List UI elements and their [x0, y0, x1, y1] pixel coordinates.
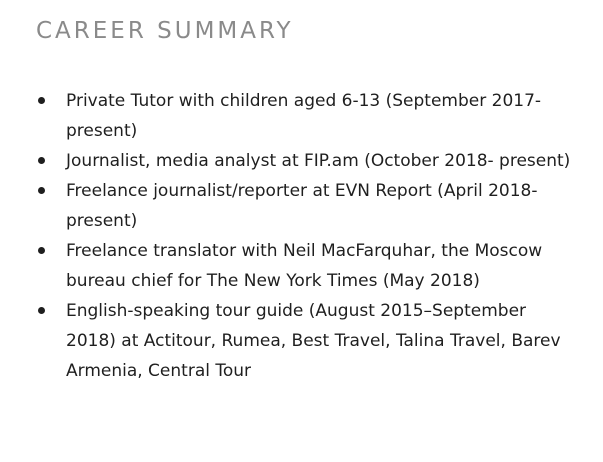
list-item-text: Freelance translator with Neil MacFarquhar, the Moscow bureau chief for The New York Times (May 2018)	[66, 241, 543, 291]
list-item-text: English-speaking tour guide (August 2015–September 2018) at Actitour, Rumea, Best Travel, Talina Travel, Barev Armenia, Central Tour	[66, 301, 561, 381]
list-item	[36, 236, 576, 296]
bullet-icon	[38, 187, 45, 194]
section-title: CAREER SUMMARY	[36, 18, 294, 44]
bullet-icon	[38, 97, 45, 104]
list-item-text: Private Tutor with children aged 6-13 (September 2017- present)	[66, 91, 542, 141]
list-item	[36, 296, 576, 386]
list-item	[36, 86, 576, 146]
bullet-icon	[38, 157, 45, 164]
list-item	[36, 176, 576, 236]
bullet-icon	[38, 247, 45, 254]
list-item	[36, 146, 576, 176]
bullet-icon	[38, 307, 45, 314]
list-item-text: Freelance journalist/reporter at EVN Report (April 2018-present)	[66, 181, 538, 231]
career-list	[36, 86, 576, 386]
list-item-text: Journalist, media analyst at FIP.am (October 2018- present)	[66, 151, 571, 171]
